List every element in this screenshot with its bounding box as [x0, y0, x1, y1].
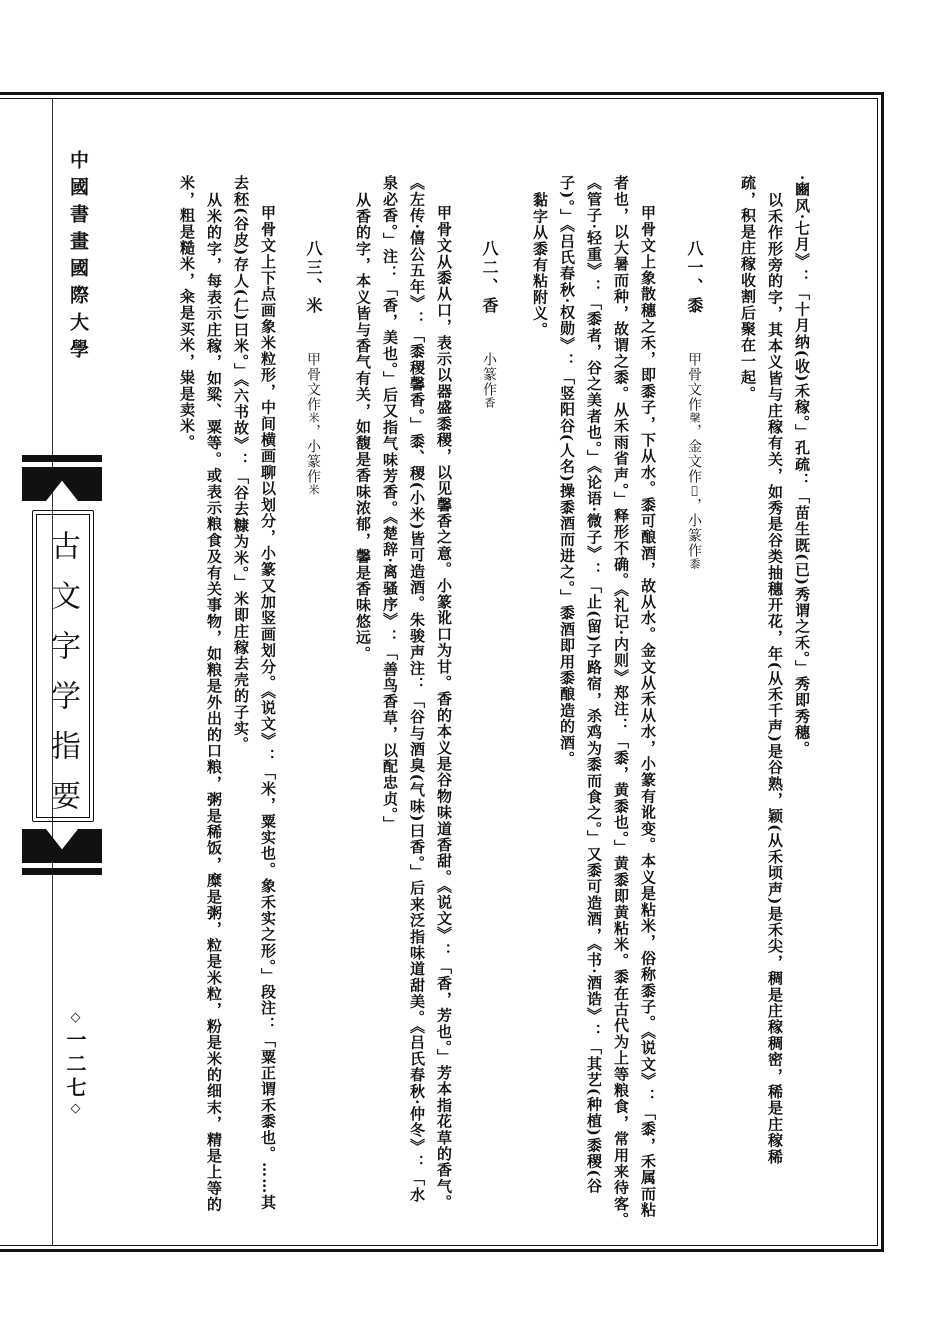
diamond-icon: ◇ — [68, 1101, 83, 1120]
text-column: 《左传·僖公五年》：「黍稷馨香。」黍、稷(小米)皆可造酒。朱骏声注：「谷与酒臭(气味)曰香。」后来泛指味道甜美。《吕氏春秋·仲冬》：「水 — [408, 175, 426, 1203]
glyph-bronze: 𥝶 — [688, 484, 701, 498]
text-column: 《管子·轻重》：「黍者，谷之美者也。」《论语·微子》：「止(留)子路宿，杀鸡为黍而食之。」又黍可造酒，《书·酒诰》：「其艺(种植)黍稷(谷 — [585, 175, 603, 1194]
heading-number: 八一、黍 — [685, 240, 704, 316]
heading-number: 八二、香 — [480, 240, 499, 316]
plaque-bar-top — [22, 455, 102, 462]
glyph-seal: 米 — [307, 484, 320, 496]
text-column: 甲骨文从黍从口，表示以器盛黍稷，以见馨香之意。小篆讹口为甘。香的本义是谷物味道香甜。《说文》：「香，芳也。」芳本指花草的香气。 — [435, 205, 453, 1211]
text-column: 甲骨文上下点画象米粒形，中间横画聊以划分，小篆又加竖画划分。《说文》：「米，粟实也。象禾实之形。」段注：「粟正谓禾黍也。……其 — [259, 205, 277, 1211]
text-column: 者也，以大暑而种，故谓之黍。从禾雨省声。」释形不确。《礼记·内则》郑注：「黍，黄黍也。」黄黍即黄粘米。黍在古代为上等粮食，常用来待客。 — [612, 175, 630, 1229]
glyph-oracle: 米 — [307, 412, 320, 424]
text-column: 从香的字，本义皆与香气有关，如馥是香味浓郁，馨是香味悠远。 — [354, 192, 372, 662]
text-column: 子)。」《吕氏春秋·权勋》：「竖阳谷(人名)操黍酒而进之。」黍酒即用黍酿造的酒。 — [558, 175, 576, 768]
section-heading-81 — [683, 240, 706, 570]
caption-text: ，金文作 — [686, 424, 702, 484]
glyph-seal: 黍 — [688, 558, 701, 570]
page-number — [60, 1010, 90, 1120]
plaque-bar-bottom — [22, 868, 102, 875]
text-column: ·豳风·七月》：「十月纳(收)禾稼。」孔疏：「苗生既(已)秀谓之禾。」秀即秀穗。 — [793, 175, 811, 757]
page-number-text: 一二七 — [63, 1029, 87, 1101]
section-heading-82 — [478, 240, 501, 409]
section-heading-83 — [302, 240, 325, 496]
text-column: 去秠(谷皮)存人(仁)曰米。」《六书故》：「谷去糠为米。」米即庄稼去壳的子实。 — [232, 175, 250, 753]
text-column: 黏字从黍有粘附义。 — [531, 192, 549, 338]
heading-number: 八三、米 — [304, 240, 323, 316]
caption-text: 甲骨文作 — [686, 352, 702, 412]
diamond-icon: ◇ — [68, 1010, 83, 1029]
book-title: 古文字学指要 — [45, 530, 80, 830]
plaque-notch-top — [22, 467, 102, 501]
heading-caption — [684, 352, 704, 570]
text-column: 米，粗是糙米，籴是买米，粜是卖米。 — [178, 175, 196, 451]
text-column: 从米的字，每表示庄稼，如粱、粟等。或表示粮食及有关事物，如粮是外出的口粮，粥是稀饭，糜是粥，粒是米粒，粉是米的细末，精是上等的 — [205, 192, 223, 1213]
text-column: 疏，积是庄稼收割后聚在一起。 — [739, 175, 757, 402]
glyph-seal: 香 — [483, 397, 496, 409]
school-name: 中國書畫國際大學 — [67, 150, 89, 366]
heading-caption — [479, 352, 499, 409]
text-column: 甲骨文上象散穗之禾，即黍子，下从水。黍可酿酒，故从水。金文从禾从水，小篆有讹变。本义是粘米，俗称黍子。《说文》：「黍，禾属而粘 — [639, 205, 657, 1219]
heading-caption — [303, 352, 323, 496]
caption-text: ，小篆作 — [305, 424, 321, 484]
book-title-plaque — [22, 455, 102, 875]
text-column: 以禾作形旁的字，其本义皆与庄稼有关，如秀是谷类抽穗开花，年(从禾千声)是谷熟，颖(从禾顷声)是禾尖，稠是庄稼稠密，稀是庄稼稀 — [766, 192, 784, 1165]
caption-text: 小篆作 — [481, 352, 497, 397]
glyph-oracle: 䅽 — [688, 412, 701, 424]
text-column: 泉必香。」注：「香，美也。」后又指气味芳香。《楚辞·离骚序》：「善鸟香草，以配忠贞。」 — [381, 175, 399, 832]
caption-text: 甲骨文作 — [305, 352, 321, 412]
caption-text: ，小篆作 — [686, 498, 702, 558]
plaque-notch-bottom — [22, 829, 102, 863]
